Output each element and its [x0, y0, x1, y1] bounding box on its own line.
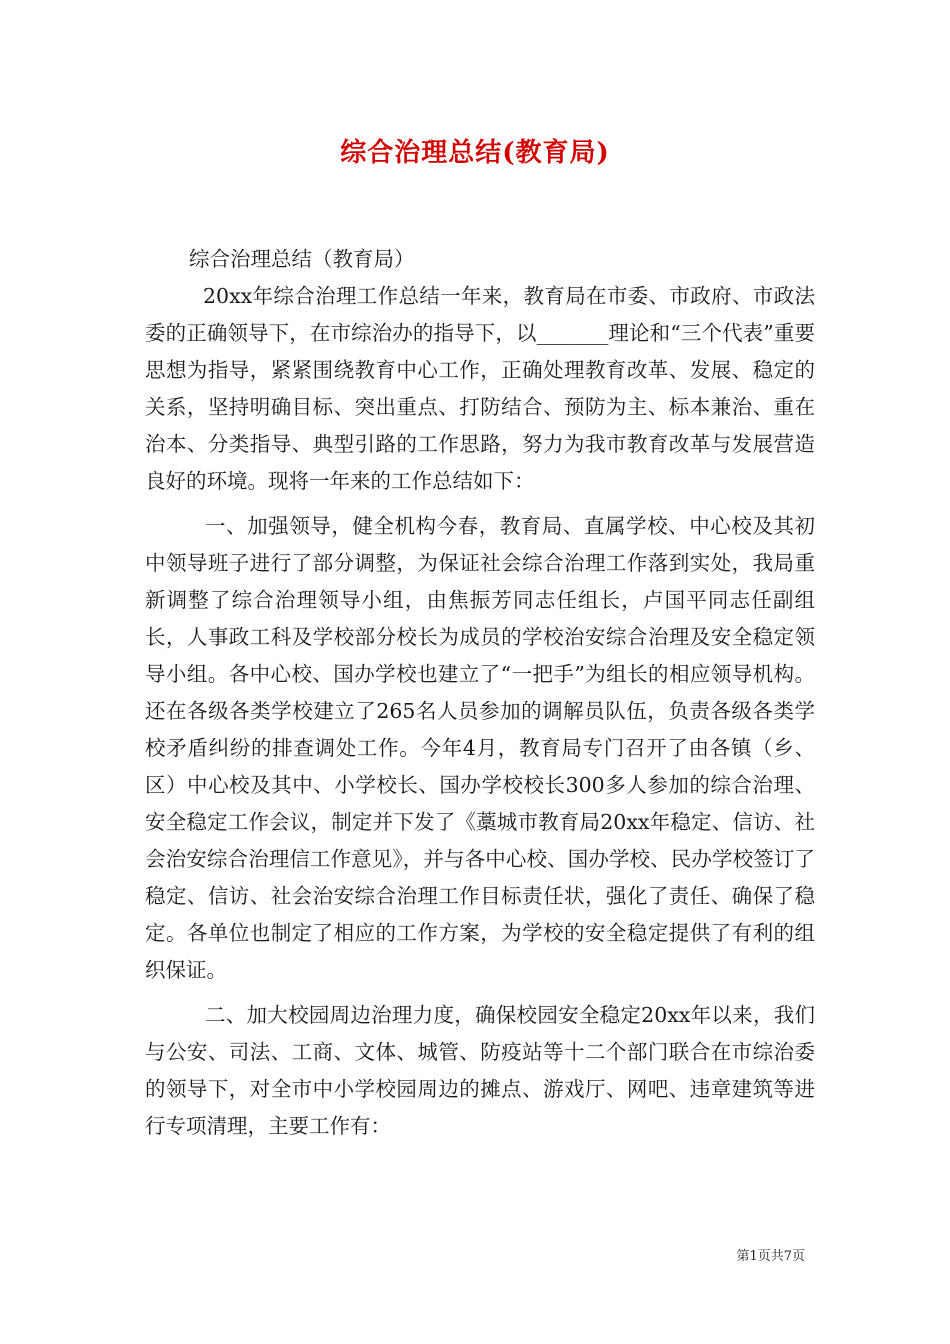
paragraph-intro: 20xx年综合治理工作总结一年来，教育局在市委、市政府、市政法委的正确领导下，在市综治办的指导下，以_______理论和“三个代表”重要思想为指导，紧紧围绕教育中心工作，正确处理教育改革、发展、稳定的关系，坚持明确目标、突出重点、打防结合、预防为主、标本兼治、重在治本、分类指导、典型引路的工作思路，努力为我市教育改革与发展营造良好的环境。现将一年来的工作总结如下：: [145, 284, 815, 493]
document-body: [145, 241, 815, 1145]
paragraph-subtitle: 综合治理总结（教育局）: [189, 247, 415, 271]
paragraph-section-two: 二、加大校园周边治理力度，确保校园安全稳定20xx年以来，我们与公安、司法、工商、文体、城管、防疫站等十二个部门联合在市综治委的领导下，对全市中小学校园周边的摊点、游戏厅、网吧、违章建筑等进行专项清理，主要工作有：: [145, 1003, 815, 1138]
page-number: 第1页共7页: [736, 1249, 805, 1264]
paragraph-section-one: 一、加强领导，健全机构今春，教育局、直属学校、中心校及其初中领导班子进行了部分调整，为保证社会综合治理工作落到实处，我局重新调整了综合治理领导小组，由焦振芳同志任组长，卢国平同志任副组长，人事政工科及学校部分校长为成员的学校治安综合治理及安全稳定领导小组。各中心校、国办学校也建立了“一把手”为组长的相应领导机构。还在各级各类学校建立了265名人员参加的调解员队伍，负责各级各类学校矛盾纠纷的排查调处工作。今年4月，教育局专门召开了由各镇（乡、区）中心校及其中、小学校长、国办学校校长300多人参加的综合治理、安全稳定工作会议，制定并下发了《藁城市教育局20xx年稳定、信访、社会治安综合治理信工作意见》，并与各中心校、国办学校、民办学校签订了稳定、信访、社会治安综合治理工作目标责任状，强化了责任、确保了稳定。各单位也制定了相应的工作方案，为学校的安全稳定提供了有利的组织保证。: [145, 514, 815, 982]
document-title: 综合治理总结(教育局): [340, 138, 610, 168]
